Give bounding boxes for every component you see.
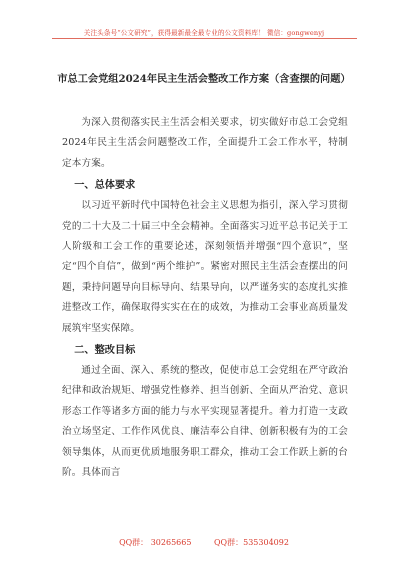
qq-group-1: QQ群： 30265665 [119, 538, 192, 547]
qq-group-2: QQ群：535304092 [214, 538, 289, 547]
section-heading-general-requirements: 一、总体要求 [74, 179, 136, 192]
section-paragraph-general-requirements: 以习近平新时代中国特色社会主义思想为指引，深入学习贯彻党的二十大及二十届三中全会精神。全面落实习近平总书记关于工人阶级和工会工作的重要论述，深刻领悟并增强“四个意识”，坚定“四个自信”，做到“两个维护”。紧密对照民主生活会查摆出的问题，秉持问题导向目标导向、结果导向，以严谨务实的态度扎实推进整改工作，确保取得实实在在的成效，为推动工会事业高质量发展筑牢坚实保障。 [62, 200, 348, 334]
intro-paragraph: 为深入贯彻落实民主生活会相关要求，切实做好市总工会党组2024年民主生活会问题整改工作，全面提升工会工作水平，特制定本方案。 [62, 117, 348, 169]
document-title: 市总工会党组2024年民主生活会整改工作方案（含查摆的问题） [57, 73, 351, 85]
header-banner: 关注头条号“公文研究”，获得最新最全最专业的公文资料库！ 微信：gongwenyj [83, 29, 325, 37]
document-body [62, 113, 348, 484]
section-heading-rectification-goals: 二、整改目标 [74, 344, 136, 357]
section-paragraph-rectification-goals: 通过全面、深入、系统的整改，促使市总工会党组在严守政治纪律和政治规矩、增强党性修养、担当创新、全面从严治党、意识形态工作等诸多方面的能力与水平实现显著提升。着力打造一支政治立场坚定、工作作风优良、廉洁奉公自律、创新积极有为的工会领导集体，从而更优质地服务职工群众，推动工会工作跃上新的台阶。具体而言 [62, 365, 348, 479]
footer-qq-groups [0, 537, 408, 548]
header-divider [52, 38, 357, 39]
